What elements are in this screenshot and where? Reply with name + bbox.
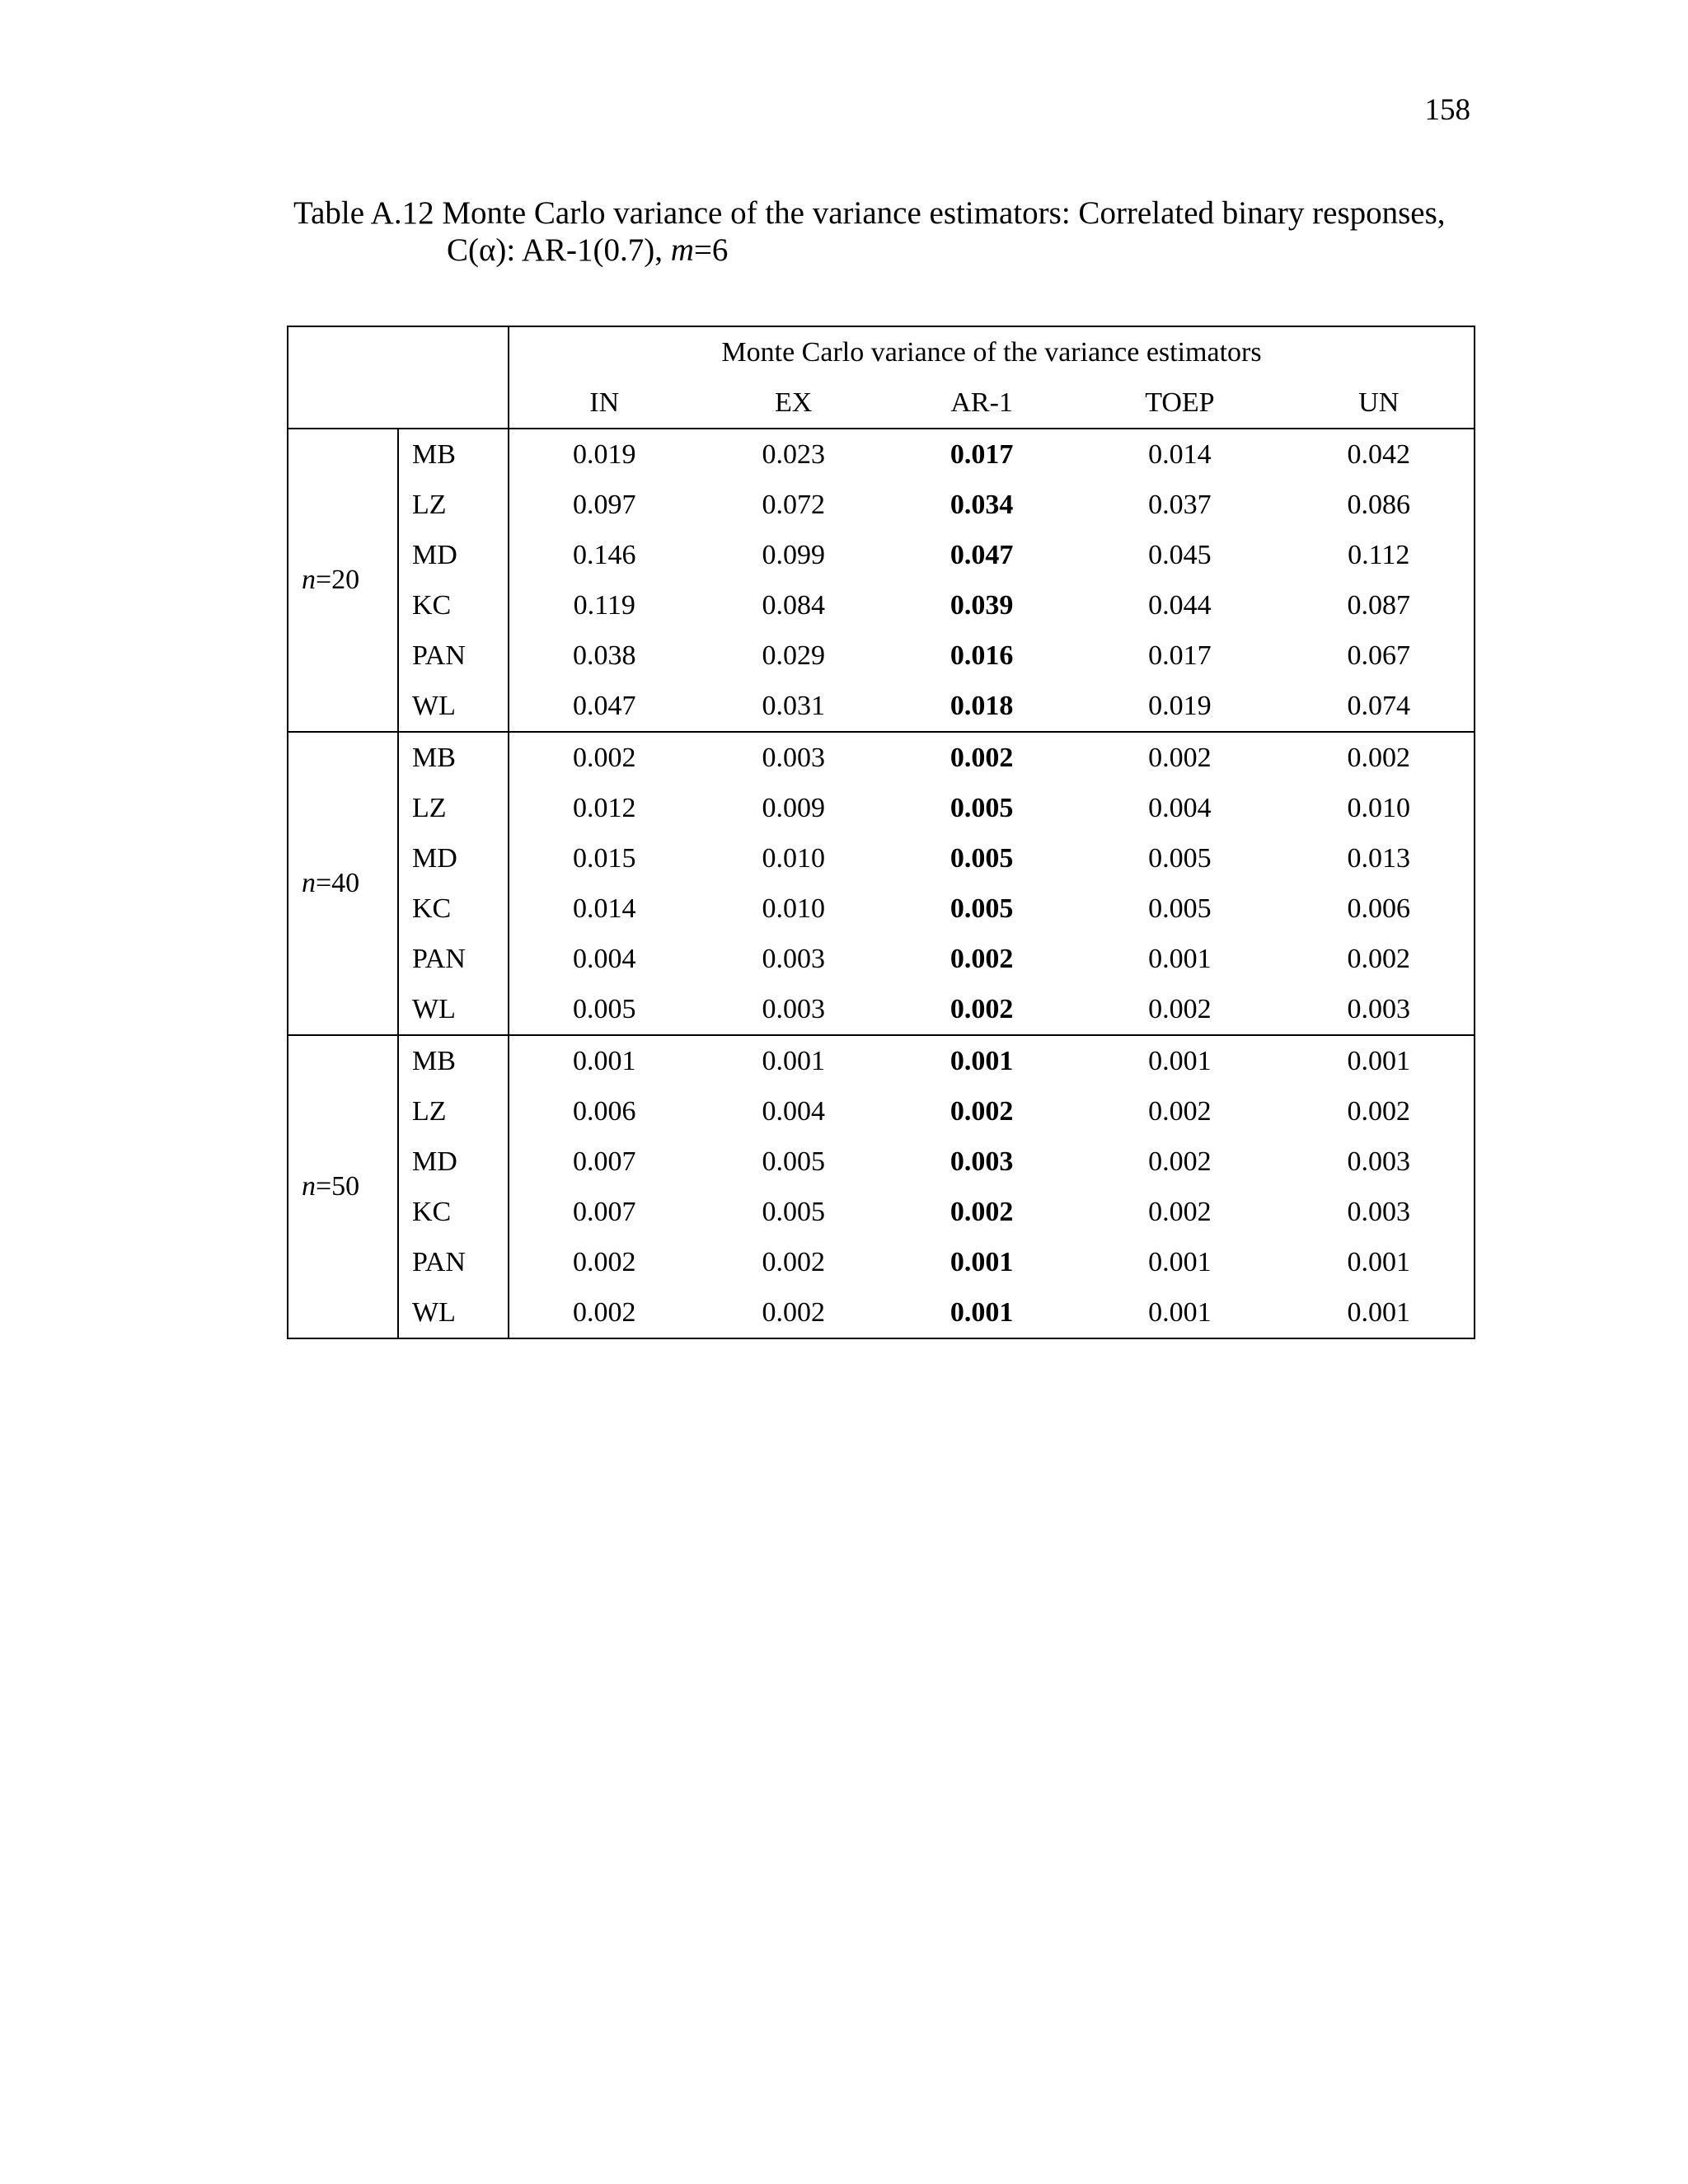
value-cell: 0.014	[1148, 438, 1212, 470]
value-cell: 0.002	[1076, 984, 1283, 1035]
table-row	[288, 1137, 1475, 1187]
value-cell: 0.004	[572, 943, 636, 974]
method-label: LZ	[398, 1086, 509, 1137]
value-cell: 0.001	[950, 1045, 1014, 1076]
table-row	[288, 630, 1475, 681]
value-cell: 0.044	[1148, 589, 1212, 621]
value-cell: 0.005	[1148, 842, 1212, 874]
value-cell: 0.001	[762, 1045, 825, 1076]
value-cell: 0.016	[950, 640, 1014, 671]
value-cell: 0.013	[1283, 833, 1475, 883]
value-cell: 0.084	[762, 589, 825, 621]
table-row	[288, 1086, 1475, 1137]
value-cell: 0.019	[572, 438, 636, 470]
table-row	[288, 783, 1475, 833]
value-cell: 0.037	[1148, 489, 1212, 520]
method-label: LZ	[398, 480, 509, 530]
value-cell: 0.005	[762, 1146, 825, 1177]
value-cell: 0.002	[1148, 1146, 1212, 1177]
method-label: WL	[398, 681, 509, 732]
value-cell: 0.002	[572, 742, 636, 773]
table-row	[288, 833, 1475, 883]
value-cell: 0.006	[572, 1095, 636, 1127]
table-row	[288, 1237, 1475, 1287]
table-row	[288, 580, 1475, 630]
value-cell: 0.039	[950, 589, 1014, 621]
method-label: MD	[398, 1137, 509, 1187]
table-row	[288, 1287, 1475, 1338]
value-cell: 0.146	[572, 539, 636, 570]
table-row	[288, 732, 1475, 783]
header-row-span	[288, 326, 1475, 377]
value-cell: 0.001	[888, 1287, 1076, 1338]
column-header: UN	[1283, 377, 1475, 429]
value-cell: 0.067	[1283, 630, 1475, 681]
value-cell: 0.005	[509, 984, 699, 1035]
value-cell: 0.005	[762, 1196, 825, 1227]
value-cell: 0.045	[1148, 539, 1212, 570]
value-cell: 0.038	[572, 640, 636, 671]
method-label: MD	[398, 530, 509, 580]
sample-size-var: n	[302, 565, 316, 595]
value-cell: 0.004	[762, 1095, 825, 1127]
table-row	[288, 480, 1475, 530]
value-cell: 0.031	[699, 681, 887, 732]
value-cell: 0.009	[762, 792, 825, 823]
sample-size-label	[288, 1035, 398, 1338]
value-cell: 0.002	[888, 984, 1076, 1035]
value-cell: 0.002	[762, 1246, 825, 1277]
column-header: IN	[509, 377, 699, 429]
table-row	[288, 429, 1475, 480]
value-cell: 0.002	[1283, 934, 1475, 984]
value-cell: 0.001	[1148, 943, 1212, 974]
value-cell: 0.029	[762, 640, 825, 671]
span-header: Monte Carlo variance of the variance estimators	[509, 326, 1475, 377]
value-cell: 0.015	[572, 842, 636, 874]
column-header: AR-1	[888, 377, 1076, 429]
value-cell: 0.003	[699, 984, 887, 1035]
caption-line-2-prefix: C(α): AR-1(0.7),	[447, 232, 671, 268]
value-cell: 0.003	[1283, 1187, 1475, 1237]
value-cell: 0.002	[572, 1246, 636, 1277]
value-cell: 0.014	[572, 893, 636, 924]
value-cell: 0.001	[1283, 1035, 1475, 1086]
value-cell: 0.010	[762, 893, 825, 924]
value-cell: 0.047	[509, 681, 699, 732]
value-cell: 0.007	[572, 1196, 636, 1227]
value-cell: 0.112	[1283, 530, 1475, 580]
value-cell: 0.087	[1283, 580, 1475, 630]
value-cell: 0.002	[950, 1196, 1014, 1227]
value-cell: 0.099	[762, 539, 825, 570]
caption-line-1: Table A.12 Monte Carlo variance of the variance estimators: Correlated binary responses,	[293, 195, 1446, 231]
value-cell: 0.003	[1283, 1137, 1475, 1187]
method-label: MB	[398, 732, 509, 783]
header-empty-cell	[288, 326, 509, 429]
method-label: KC	[398, 883, 509, 934]
value-cell: 0.001	[1283, 1287, 1475, 1338]
value-cell: 0.001	[572, 1045, 636, 1076]
caption-line-2	[293, 232, 1480, 269]
value-cell: 0.001	[1283, 1237, 1475, 1287]
value-cell: 0.005	[950, 893, 1014, 924]
method-label: MD	[398, 833, 509, 883]
value-cell: 0.002	[699, 1287, 887, 1338]
results-table-body	[288, 326, 1475, 1338]
value-cell: 0.002	[1148, 1196, 1212, 1227]
method-label: MB	[398, 429, 509, 480]
value-cell: 0.074	[1283, 681, 1475, 732]
value-cell: 0.012	[572, 792, 636, 823]
table-row	[288, 934, 1475, 984]
value-cell: 0.001	[950, 1246, 1014, 1277]
value-cell: 0.002	[950, 943, 1014, 974]
value-cell: 0.001	[1076, 1287, 1283, 1338]
column-header: EX	[699, 377, 887, 429]
value-cell: 0.001	[1148, 1045, 1212, 1076]
sample-size-value: =40	[316, 868, 360, 898]
table-row	[288, 681, 1475, 732]
table-caption	[293, 194, 1480, 269]
value-cell: 0.047	[950, 539, 1014, 570]
results-table	[287, 326, 1475, 1339]
value-cell: 0.002	[950, 742, 1014, 773]
table-row	[288, 883, 1475, 934]
value-cell: 0.023	[762, 438, 825, 470]
method-label: WL	[398, 1287, 509, 1338]
value-cell: 0.002	[1283, 732, 1475, 783]
sample-size-label	[288, 429, 398, 732]
sample-size-value: =20	[316, 565, 360, 595]
method-label: MB	[398, 1035, 509, 1086]
table-row	[288, 1035, 1475, 1086]
caption-line-2-var: m	[670, 232, 694, 268]
sample-size-label	[288, 732, 398, 1035]
method-label: PAN	[398, 630, 509, 681]
value-cell: 0.006	[1283, 883, 1475, 934]
value-cell: 0.017	[950, 438, 1014, 470]
value-cell: 0.002	[1148, 742, 1212, 773]
value-cell: 0.001	[1148, 1246, 1212, 1277]
value-cell: 0.003	[950, 1146, 1014, 1177]
value-cell: 0.005	[950, 792, 1014, 823]
value-cell: 0.005	[950, 842, 1014, 874]
table-row	[288, 530, 1475, 580]
value-cell: 0.003	[762, 742, 825, 773]
value-cell: 0.017	[1148, 640, 1212, 671]
value-cell: 0.007	[572, 1146, 636, 1177]
value-cell: 0.002	[950, 1095, 1014, 1127]
value-cell: 0.018	[888, 681, 1076, 732]
method-label: LZ	[398, 783, 509, 833]
value-cell: 0.072	[762, 489, 825, 520]
value-cell: 0.002	[1148, 1095, 1212, 1127]
value-cell: 0.002	[509, 1287, 699, 1338]
sample-size-value: =50	[316, 1171, 360, 1202]
method-label: PAN	[398, 934, 509, 984]
value-cell: 0.034	[950, 489, 1014, 520]
value-cell: 0.086	[1283, 480, 1475, 530]
value-cell: 0.010	[762, 842, 825, 874]
method-label: KC	[398, 1187, 509, 1237]
value-cell: 0.097	[572, 489, 636, 520]
caption-line-2-suffix: =6	[693, 232, 729, 268]
method-label: KC	[398, 580, 509, 630]
sample-size-var: n	[302, 868, 316, 898]
value-cell: 0.003	[762, 943, 825, 974]
method-label: PAN	[398, 1237, 509, 1287]
value-cell: 0.019	[1076, 681, 1283, 732]
value-cell: 0.003	[1283, 984, 1475, 1035]
sample-size-var: n	[302, 1171, 316, 1202]
value-cell: 0.119	[573, 589, 635, 621]
method-label: WL	[398, 984, 509, 1035]
value-cell: 0.005	[1148, 893, 1212, 924]
value-cell: 0.042	[1283, 429, 1475, 480]
value-cell: 0.010	[1283, 783, 1475, 833]
table-row	[288, 1187, 1475, 1237]
page-number: 158	[1424, 93, 1470, 127]
column-header: TOEP	[1076, 377, 1283, 429]
value-cell: 0.004	[1148, 792, 1212, 823]
value-cell: 0.002	[1283, 1086, 1475, 1137]
table-row	[288, 984, 1475, 1035]
